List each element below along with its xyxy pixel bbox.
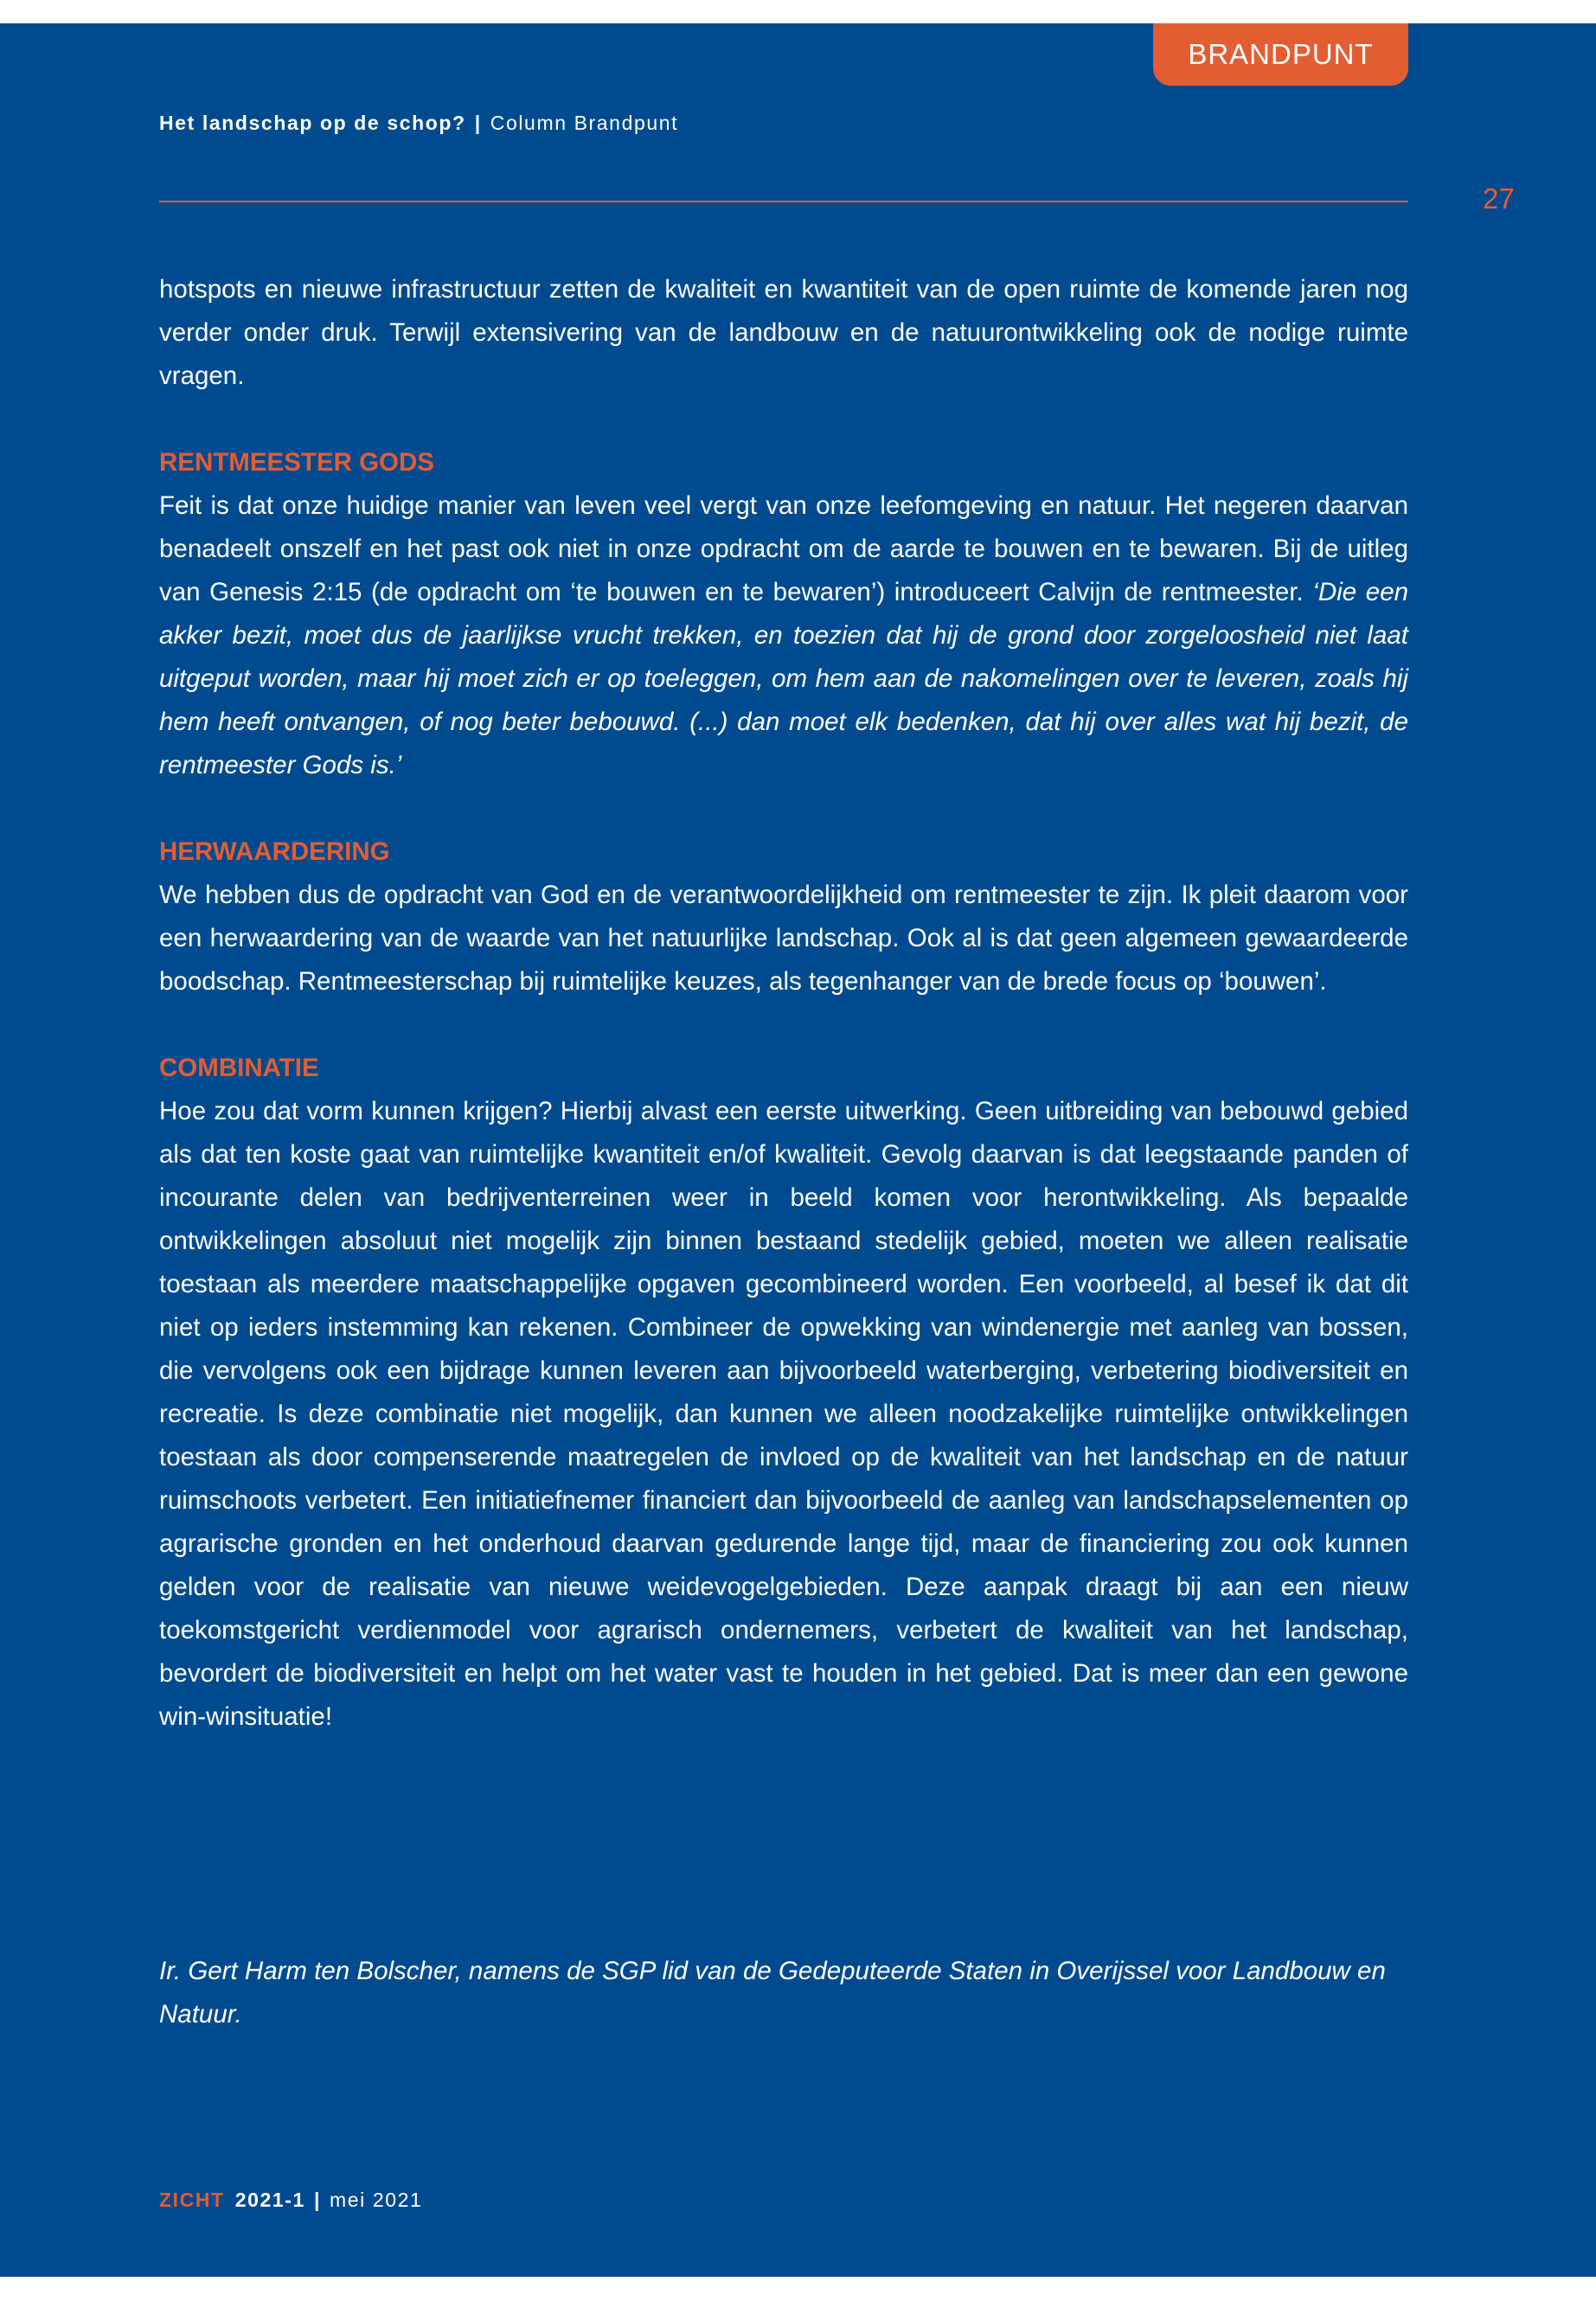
footer-issue: 2021-1	[234, 2189, 305, 2211]
header-separator: |	[474, 112, 482, 134]
paragraph-rentmeester-gods	[159, 484, 1408, 787]
paragraph-combinatie: Hoe zou dat vorm kunnen krijgen? Hierbij alvast een eerste uitwerking. Geen uitbreiding van bebouwd gebied als dat ten koste gaat van ruimtelijke kwantiteit en/of kwaliteit. Gevolg daarvan is dat leegstaande panden of incourante delen van bedrijventerreinen weer in beeld komen voor herontwikkeling. Als bepaalde ontwikkelingen absoluut niet mogelijk zijn binnen bestaand stedelijk gebied, moeten we alleen realisatie toestaan als meerdere maatschappelijke opgaven gecombineerd worden. Een voorbeeld, al besef ik dat dit niet op ieders instemming kan rekenen. Combineer de opwekking van windenergie met aanleg van bossen, die vervolgens ook een bijdrage kunnen leveren aan bijvoorbeeld waterberging, verbetering biodiversiteit en recreatie. Is deze combinatie niet mogelijk, dan kunnen we alleen noodzakelijke ruimtelijke ontwikkelingen toestaan als door compenserende maatregelen de invloed op de kwaliteit van het landschap en de natuur ruimschoots verbetert. Een initiatiefnemer financiert dan bijvoorbeeld de aanleg van landschapselementen op agrarische gronden en het onderhoud daarvan gedurende lange tijd, maar de financiering zou ook kunnen gelden voor de realisatie van nieuwe weidevogelgebieden. Deze aanpak draagt bij aan een nieuw toekomstgericht verdienmodel voor agrarisch ondernemers, verbetert de kwaliteit van het landschap, bevordert de biodiversiteit en helpt om het water vast te houden in het gebied. Dat is meer dan een gewone win-winsituatie!	[159, 1097, 1408, 1731]
running-header	[159, 112, 678, 135]
footer-date: mei 2021	[329, 2189, 423, 2211]
header-section-name: Column Brandpunt	[490, 112, 679, 134]
section-tab-label: BRANDPUNT	[1188, 38, 1374, 70]
section-tab	[1153, 23, 1408, 86]
header-series-title: Het landschap op de schop?	[159, 112, 466, 134]
heading-rentmeester-gods: RENTMEESTER GODS	[159, 448, 434, 477]
page-footer	[159, 2189, 422, 2212]
heading-combinatie: COMBINATIE	[159, 1054, 319, 1082]
footer-brand: ZICHT	[159, 2189, 225, 2211]
header-rule	[159, 201, 1408, 202]
article-body	[159, 268, 1408, 1739]
paragraph-rentmeester-gods-text: Feit is dat onze huidige manier van leven veel vergt van onze leefomgeving en natuur. Het negeren daarvan benadeelt onszelf en het past ook niet in onze opdracht om de aarde te bouwen en te bewaren. Bij de uitleg van Genesis 2:15 (de opdracht om ‘te bouwen en te bewaren’) introduceert Calvijn de rentmeester.	[159, 491, 1408, 606]
heading-herwaardering: HERWAARDERING	[159, 837, 390, 866]
footer-separator: |	[313, 2189, 321, 2211]
paragraph-herwaardering: We hebben dus de opdracht van God en de verantwoordelijkheid om rentmeester te zijn. Ik pleit daarom voor een herwaardering van de waarde van het natuurlijke landschap. Ook al is dat geen algemeen gewaardeerde boodschap. Rentmeesterschap bij ruimtelijke keuzes, als tegenhanger van de brede focus op ‘bouwen’.	[159, 881, 1408, 996]
page	[0, 23, 1596, 2277]
author-signoff: Ir. Gert Harm ten Bolscher, namens de SGP lid van de Gedeputeerde Staten in Overijssel voor Landbouw en Natuur.	[159, 1957, 1386, 2029]
page-number: 27	[1483, 183, 1515, 215]
intro-paragraph: hotspots en nieuwe infrastructuur zetten de kwaliteit en kwantiteit van de open ruimte de komende jaren nog verder onder druk. Terwijl extensivering van de landbouw en de natuurontwikkeling ook de nodige ruimte vragen.	[159, 275, 1408, 390]
calvijn-quote: ‘Die een akker bezit, moet dus de jaarlijkse vrucht trekken, en toezien dat hij de grond door zorgeloosheid niet laat uitgeput worden, maar hij moet zich er op toeleggen, om hem aan de nakomelingen over te leveren, zoals hij hem heeft ontvangen, of nog beter bebouwd. (...) dan moet elk bedenken, dat hij over alles wat hij bezit, de rentmeester Gods is.’	[159, 578, 1409, 779]
